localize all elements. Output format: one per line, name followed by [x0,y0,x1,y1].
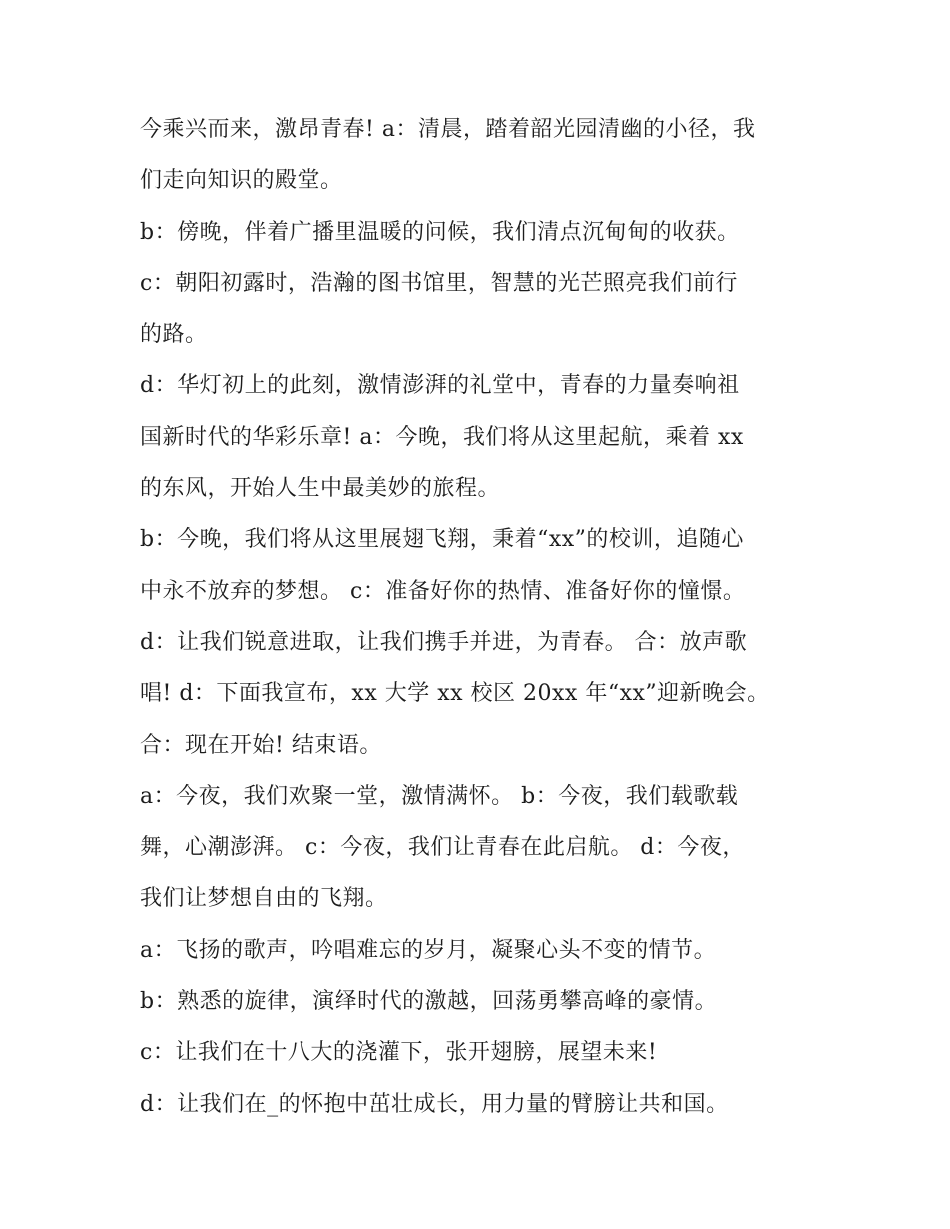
text-line: b：傍晚，伴着广播里温暖的问候，我们清点沉甸甸的收获。 [140,219,740,245]
text-line: d：华灯初上的此刻，激情澎湃的礼堂中，青春的力量奏响祖 [140,373,740,399]
text-line: 中永不放弃的梦想。 c：准备好你的热情、准备好你的憧憬。 [140,578,746,604]
text-line: c：朝阳初露时，浩瀚的图书馆里，智慧的光芒照亮我们前行 [140,270,738,296]
text-line: b：今晚，我们将从这里展翅飞翔，秉着“xx”的校训，追随心 [140,527,744,553]
text-line: d：让我们锐意进取，让我们携手并进，为青春。 合：放声歌 [140,629,748,655]
text-line: 我们让梦想自由的飞翔。 [140,886,388,912]
text-line: 唱! d：下面我宣布，xx 大学 xx 校区 20xx 年“xx”迎新晚会。 [140,681,770,707]
text-line: 国新时代的华彩乐章! a：今晚，我们将从这里起航，乘着 xx [140,424,744,450]
text-line: 的东风，开始人生中最美妙的旅程。 [140,476,501,502]
text-line: 舞，心潮澎湃。 c：今夜，我们让青春在此启航。 d：今夜， [140,835,745,861]
text-line: c：让我们在十八大的浇灌下，张开翅膀，展望未来! [140,1040,658,1066]
text-line: 的路。 [140,322,208,348]
text-line: 合：现在开始! 结束语。 [140,732,382,758]
text-line: d：让我们在_的怀抱中茁壮成长，用力量的臂膀让共和国。 [140,1091,729,1117]
text-line: a：飞扬的歌声，吟唱难忘的岁月，凝聚心头不变的情节。 [140,937,717,963]
document-body [140,104,820,1130]
text-line: 们走向知识的殿堂。 [140,168,343,194]
text-line: b：熟悉的旋律，演绎时代的激越，回荡勇攀高峰的豪情。 [140,989,718,1015]
text-line: 今乘兴而来，激昂青春! a：清晨，踏着韶光园清幽的小径，我 [140,117,756,142]
text-line: a：今夜，我们欢聚一堂，激情满怀。 b：今夜，我们载歌载 [140,783,739,809]
